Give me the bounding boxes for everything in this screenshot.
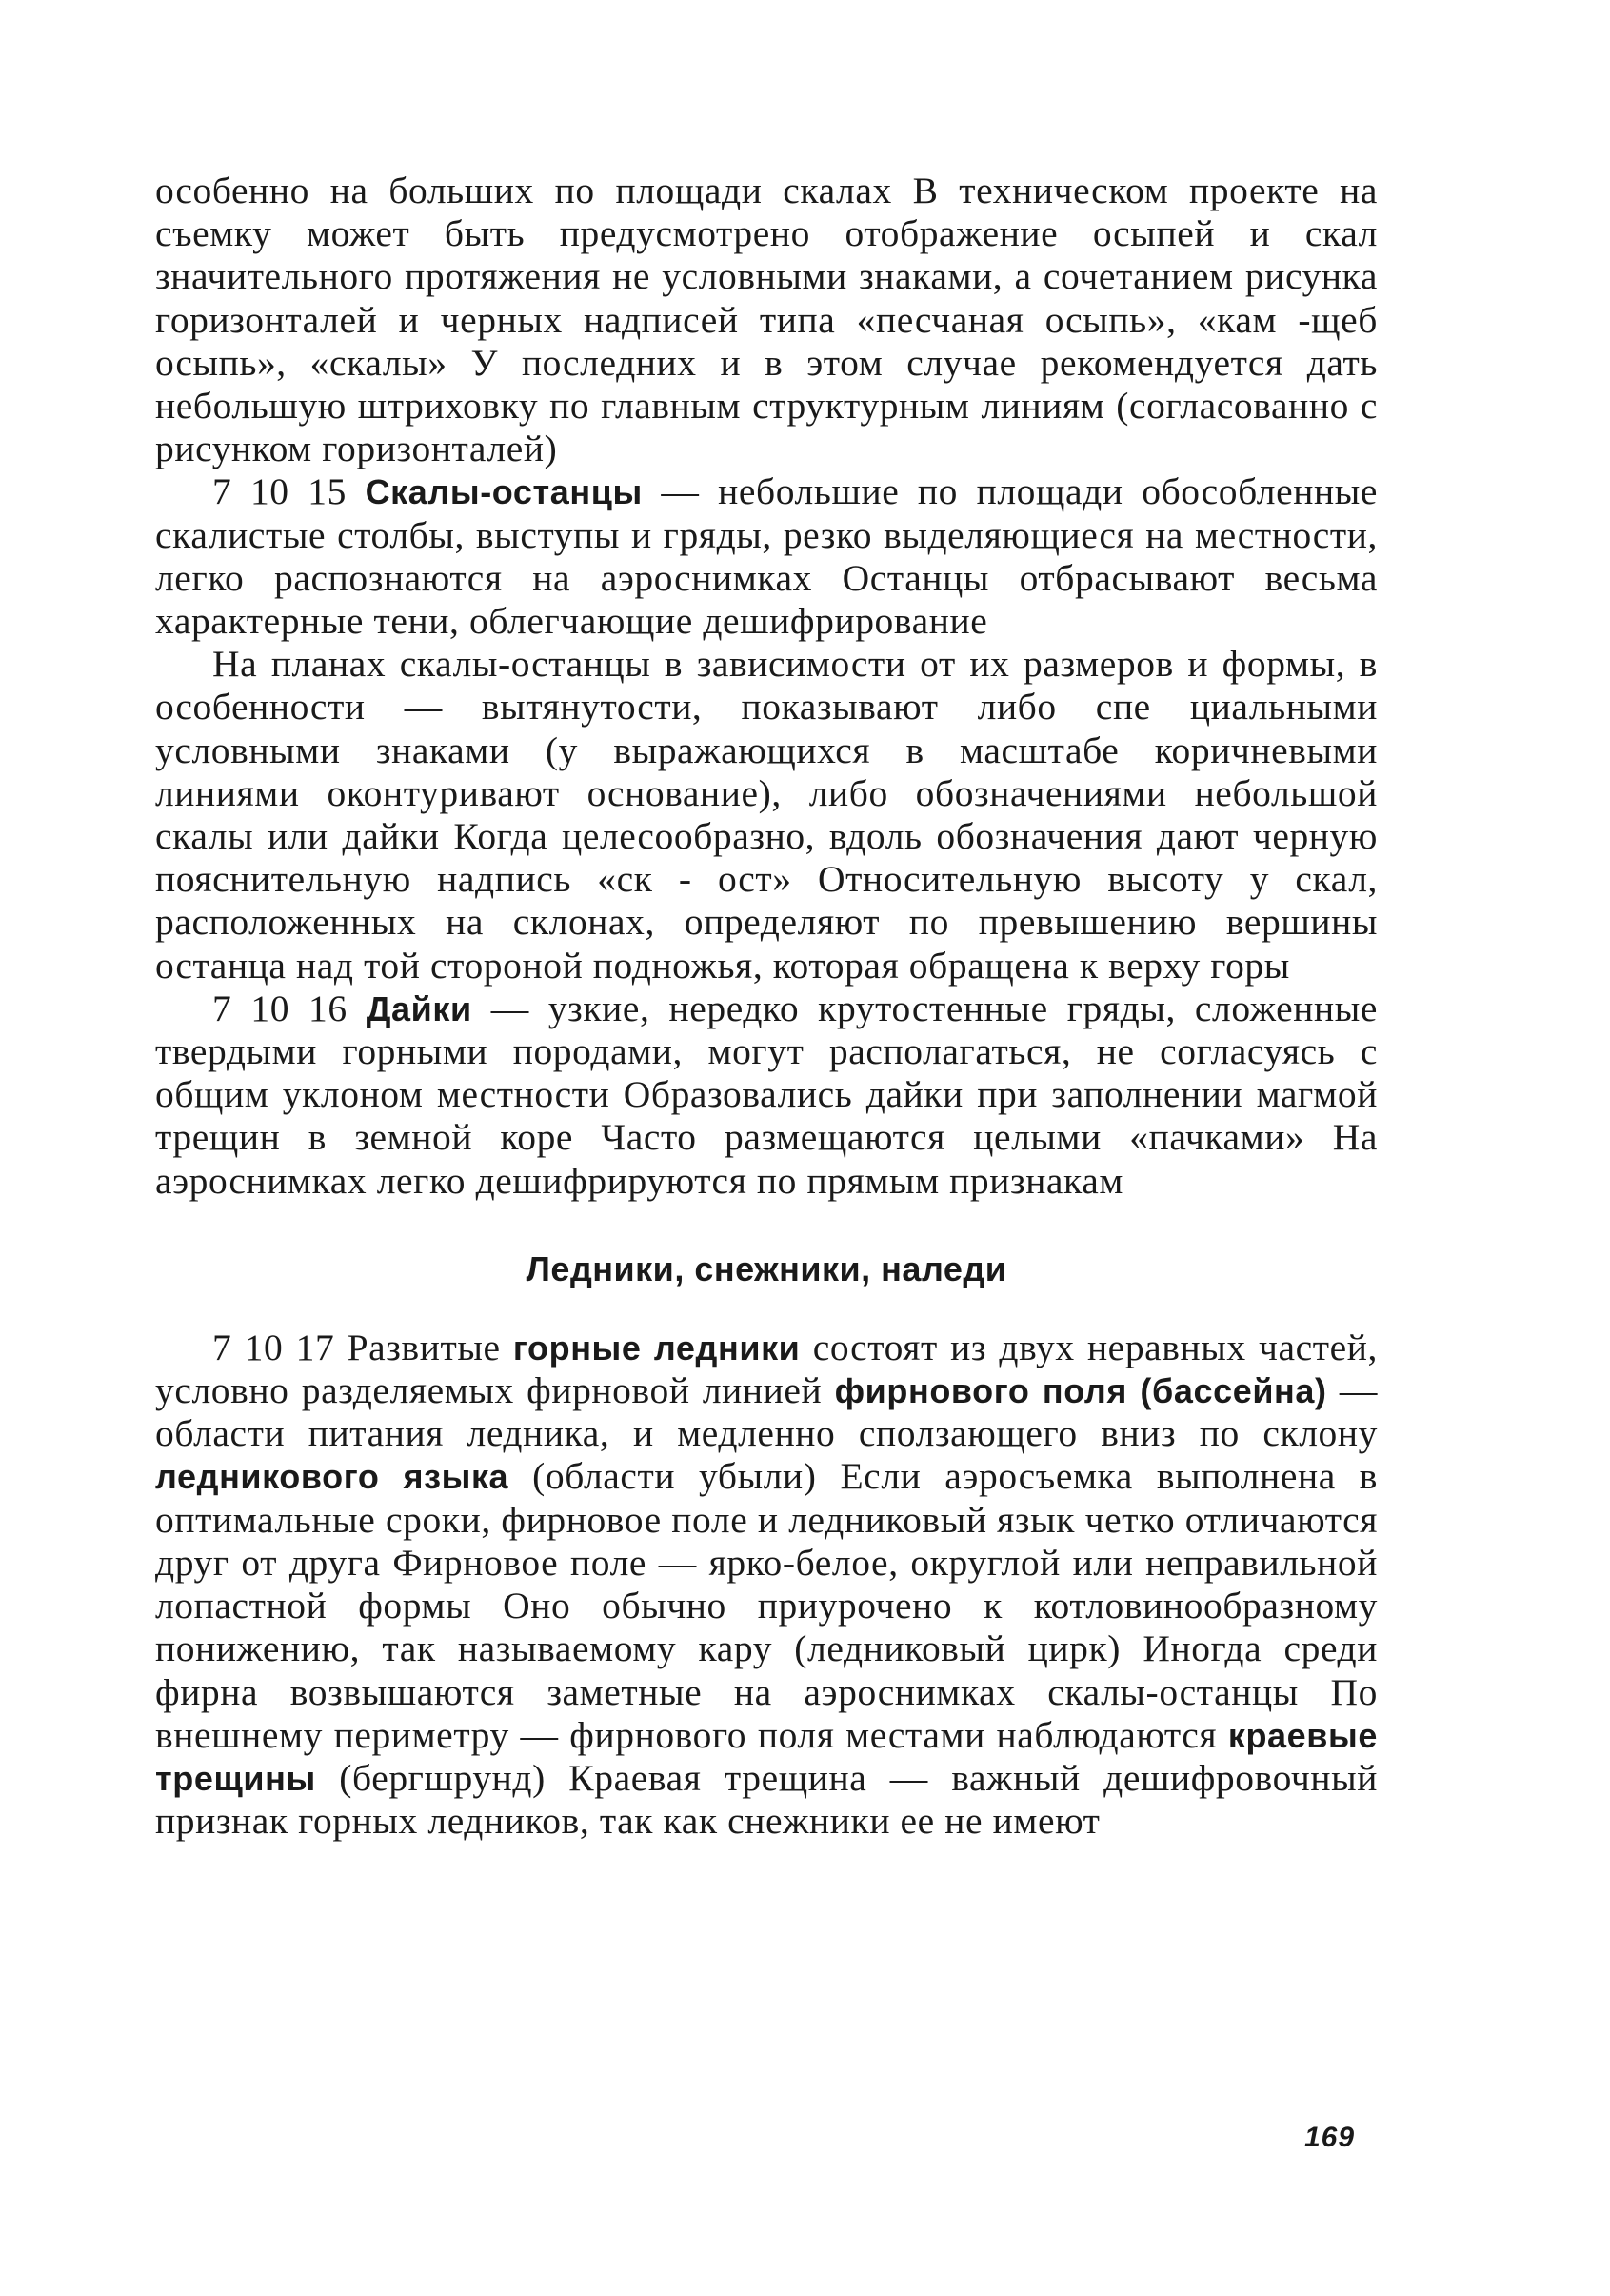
paragraph-text: (бергшрунд) Краевая трещина — важный дешифровочный признак горных ледников, так как снежники ее не имеют <box>155 1756 1378 1843</box>
page-body <box>155 170 1378 1843</box>
page-number: 169 <box>1304 2122 1356 2153</box>
bold-term: фирнового поля (бассейна) <box>834 1371 1327 1411</box>
bold-term: Скалы-останцы <box>365 472 643 512</box>
paragraph-p2 <box>155 470 1378 643</box>
text-section-glaciers <box>155 1327 1378 1843</box>
text-section-rocks <box>155 170 1378 1203</box>
paragraph-text: — узкие, нередко крутостенные гряды, сложенные твердыми горными породами, могут располагаться, не согласуясь с общим уклоном местности Образовались дайки при заполнении магмой трещин в земной коре Часто размещаются целыми «пачками» На аэроснимках легко дешифрируются по прямым признакам <box>155 987 1378 1202</box>
bold-term: горные ледники <box>512 1328 801 1368</box>
paragraph-text: (области убыли) Если аэросъемка выполнена в оптимальные сроки, фирновое поле и ледниковый язык четко отличаются друг от друга Фирновое поле — ярко-белое, округлой или неправильной лопастной формы Оно обычно приурочено к котловинообразному понижению, так называемому кару (ледниковый цирк) Иногда среди фирна возвышаются заметные на аэроснимках скалы-останцы По внешнему периметру — фирнового поля местами наблюдаются <box>155 1455 1379 1756</box>
paragraph-p4 <box>155 988 1378 1203</box>
paragraph-text: 7 10 15 <box>212 470 366 513</box>
bold-term: краевые трещины <box>155 1715 1378 1798</box>
section-heading: Ледники, снежники, наледи <box>526 1248 1007 1288</box>
paragraph-text: На планах скалы-останцы в зависимости от их размеров и формы, в особенности — вытянутости, показывают либо спе циальными условными знаками (у выражающихся в масштабе коричневыми линиями оконтуривают основание), либо обозначениями небольшой скалы или дайки Когда целесообразно, вдоль обозначения дают черную пояснительную надпись «ск - ост» Относительную высоту у скал, расположенных на склонах, определяют по превышению вершины останца над той стороной подножья, которая обращена к верху горы <box>155 643 1378 987</box>
paragraph-text: особенно на больших по площади скалах В техническом проекте на съемку может быть предусмотрено отображение осыпей и скал значительного протяжения не условными знаками, а сочетанием рисунка горизонталей и черных надписей типа «песчаная осыпь», «кам -щеб осыпь», «скалы» У последних и в этом случае рекомендуется дать небольшую штриховку по главным структурным линиям (согласованно с рисунком горизонталей) <box>155 170 1378 470</box>
bold-term: ледникового языка <box>155 1457 509 1497</box>
paragraph-text: — области питания ледника, и медленно сползающего вниз по склону <box>155 1369 1378 1455</box>
paragraph-text: 7 10 17 Развитые <box>212 1326 513 1368</box>
paragraph-p5 <box>155 1327 1378 1843</box>
paragraph-text: — небольшие по площади обособленные скалистые столбы, выступы и гряды, резко выделяющиеся на местности, легко распознаются на аэроснимках Останцы отбрасывают весьма характерные тени, облегчающие дешифрирование <box>155 470 1378 643</box>
paragraph-p1 <box>155 170 1378 470</box>
paragraph-p3 <box>155 643 1378 988</box>
bold-term: Дайки <box>366 988 472 1028</box>
paragraph-text: состоят из двух неравных частей, условно разделяемых фирновой линией <box>155 1326 1378 1412</box>
paragraph-text: 7 10 16 <box>212 987 367 1029</box>
